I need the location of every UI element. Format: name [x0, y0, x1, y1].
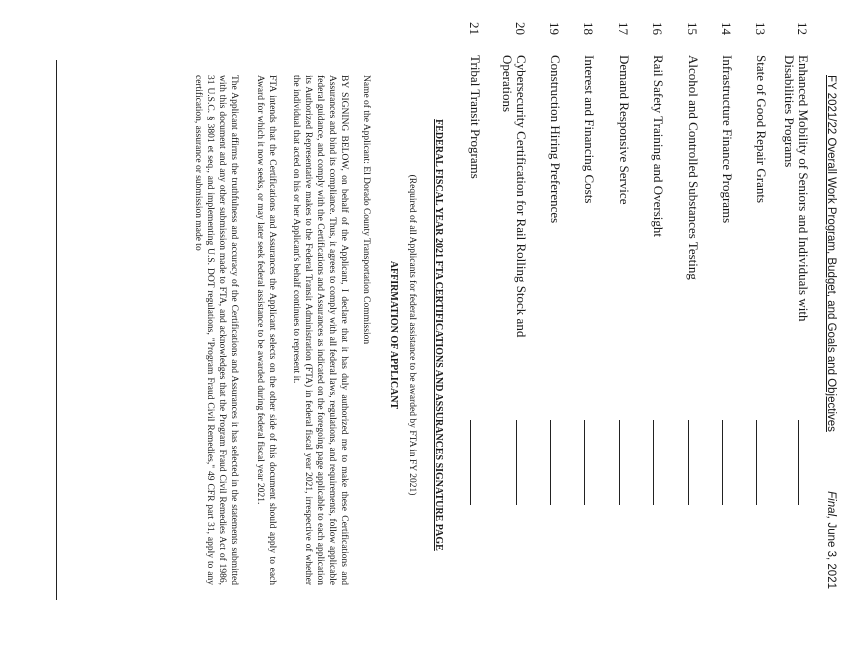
item-label: Cybersecurity Certification for Rail Rolling Stock and Operations: [500, 55, 529, 338]
affirmation-paragraph-3: The Applicant affirms the truthfulness and accuracy of the Certifications and Assurances it has selected in the statements submitted with this document and any other submission made to FTA, and acknowledges that the Program Fraud Civil Remedies Act of 1986, 31 U.S.C. § 3801 et seq., and implementing U.S. DOT regulations, "Program Fraud Civil Remedies," 49 CFR part 31, apply to any certification, assurance or submission made to: [193, 75, 239, 585]
selection-line[interactable]: [619, 420, 620, 505]
selection-line[interactable]: [653, 420, 654, 505]
signature-page-title: FEDERAL FISCAL YEAR 2021 FTA CERTIFICATIONS AND ASSURANCES SIGNATURE PAGE: [433, 119, 444, 551]
item-label: Interest and Financing Costs: [582, 55, 597, 204]
selection-line[interactable]: [756, 420, 757, 505]
list-item: [591, 0, 631, 520]
applicant-name: El Dorado County Transportation Commission: [361, 166, 371, 345]
selection-line[interactable]: [550, 420, 551, 505]
applicant-label: Name of the Applicant:: [361, 75, 371, 164]
affirmation-heading: AFFIRMATION OF APPLICANT: [388, 260, 399, 410]
footer-rule: [56, 60, 57, 600]
item-number: 14: [719, 22, 734, 35]
selection-line[interactable]: [722, 420, 723, 505]
item-number: 13: [753, 22, 768, 35]
list-item: [770, 0, 810, 520]
list-item: [660, 0, 700, 520]
date-label: June 3, 2021: [825, 522, 837, 589]
selection-line[interactable]: [516, 420, 517, 505]
selection-line[interactable]: [798, 420, 799, 505]
signature-page-subtitle: (Required of all Applicants for federal assistance to be awarded by FTA in FY 2021): [407, 174, 417, 496]
item-label: Rail Safety Training and Oversight: [651, 55, 666, 237]
item-number: 17: [616, 22, 631, 35]
item-number: 12: [795, 22, 810, 35]
item-label: Tribal Transit Programs: [468, 55, 483, 179]
item-number: 21: [467, 22, 482, 35]
item-label: Demand Responsive Service: [617, 55, 632, 205]
list-item: [442, 0, 482, 520]
item-number: 18: [581, 22, 596, 35]
applicant-name-line: [360, 75, 372, 585]
item-label: State of Good Repair Grants: [754, 55, 769, 204]
status-label: Final,: [825, 491, 837, 520]
item-label: Enhanced Mobility of Seniors and Individuals with Disabilities Programs: [782, 55, 811, 322]
item-number: 15: [685, 22, 700, 35]
item-number: 20: [513, 22, 528, 35]
item-number: 16: [650, 22, 665, 35]
affirmation-paragraph-1: BY SIGNING BELOW, on behalf of the Applicant, I declare that it has duly authorized me to make these Certifications and Assurances and bind its compliance. Thus, it agrees to comply with all federal laws, regulations, and requirements, follow applicable federal guidance, and comply with the Certifications and Assurances as indicated on the foregoing page applicable to each application its Authorized Representative makes to the Federal Transit Administration (FTA) in federal fiscal year 2021, irrespective of whether the individual that acted on his or her Applicant's behalf continues to represent it.: [291, 75, 349, 585]
item-label: Infrastructure Finance Programs: [720, 55, 735, 224]
item-label: Construction Hiring Preferences: [548, 55, 563, 224]
affirmation-paragraph-2: FTA intends that the Certifications and Assurances the Applicant selects on the other side of this document should apply to each Award for which it now seeks, or may later seek federal assistance to be awarded during federal fiscal year 2021.: [255, 75, 277, 585]
item-number: 19: [547, 22, 562, 35]
document-header-title: FY 2021/22 Overall Work Program, Budget, and Goals and Objectives: [825, 75, 837, 432]
selection-line[interactable]: [584, 420, 585, 505]
selection-line[interactable]: [688, 420, 689, 505]
selection-line[interactable]: [470, 420, 471, 505]
document-header-date: [825, 491, 837, 589]
list-item: [488, 0, 528, 520]
item-label: Alcohol and Controlled Substances Testing: [686, 55, 701, 280]
